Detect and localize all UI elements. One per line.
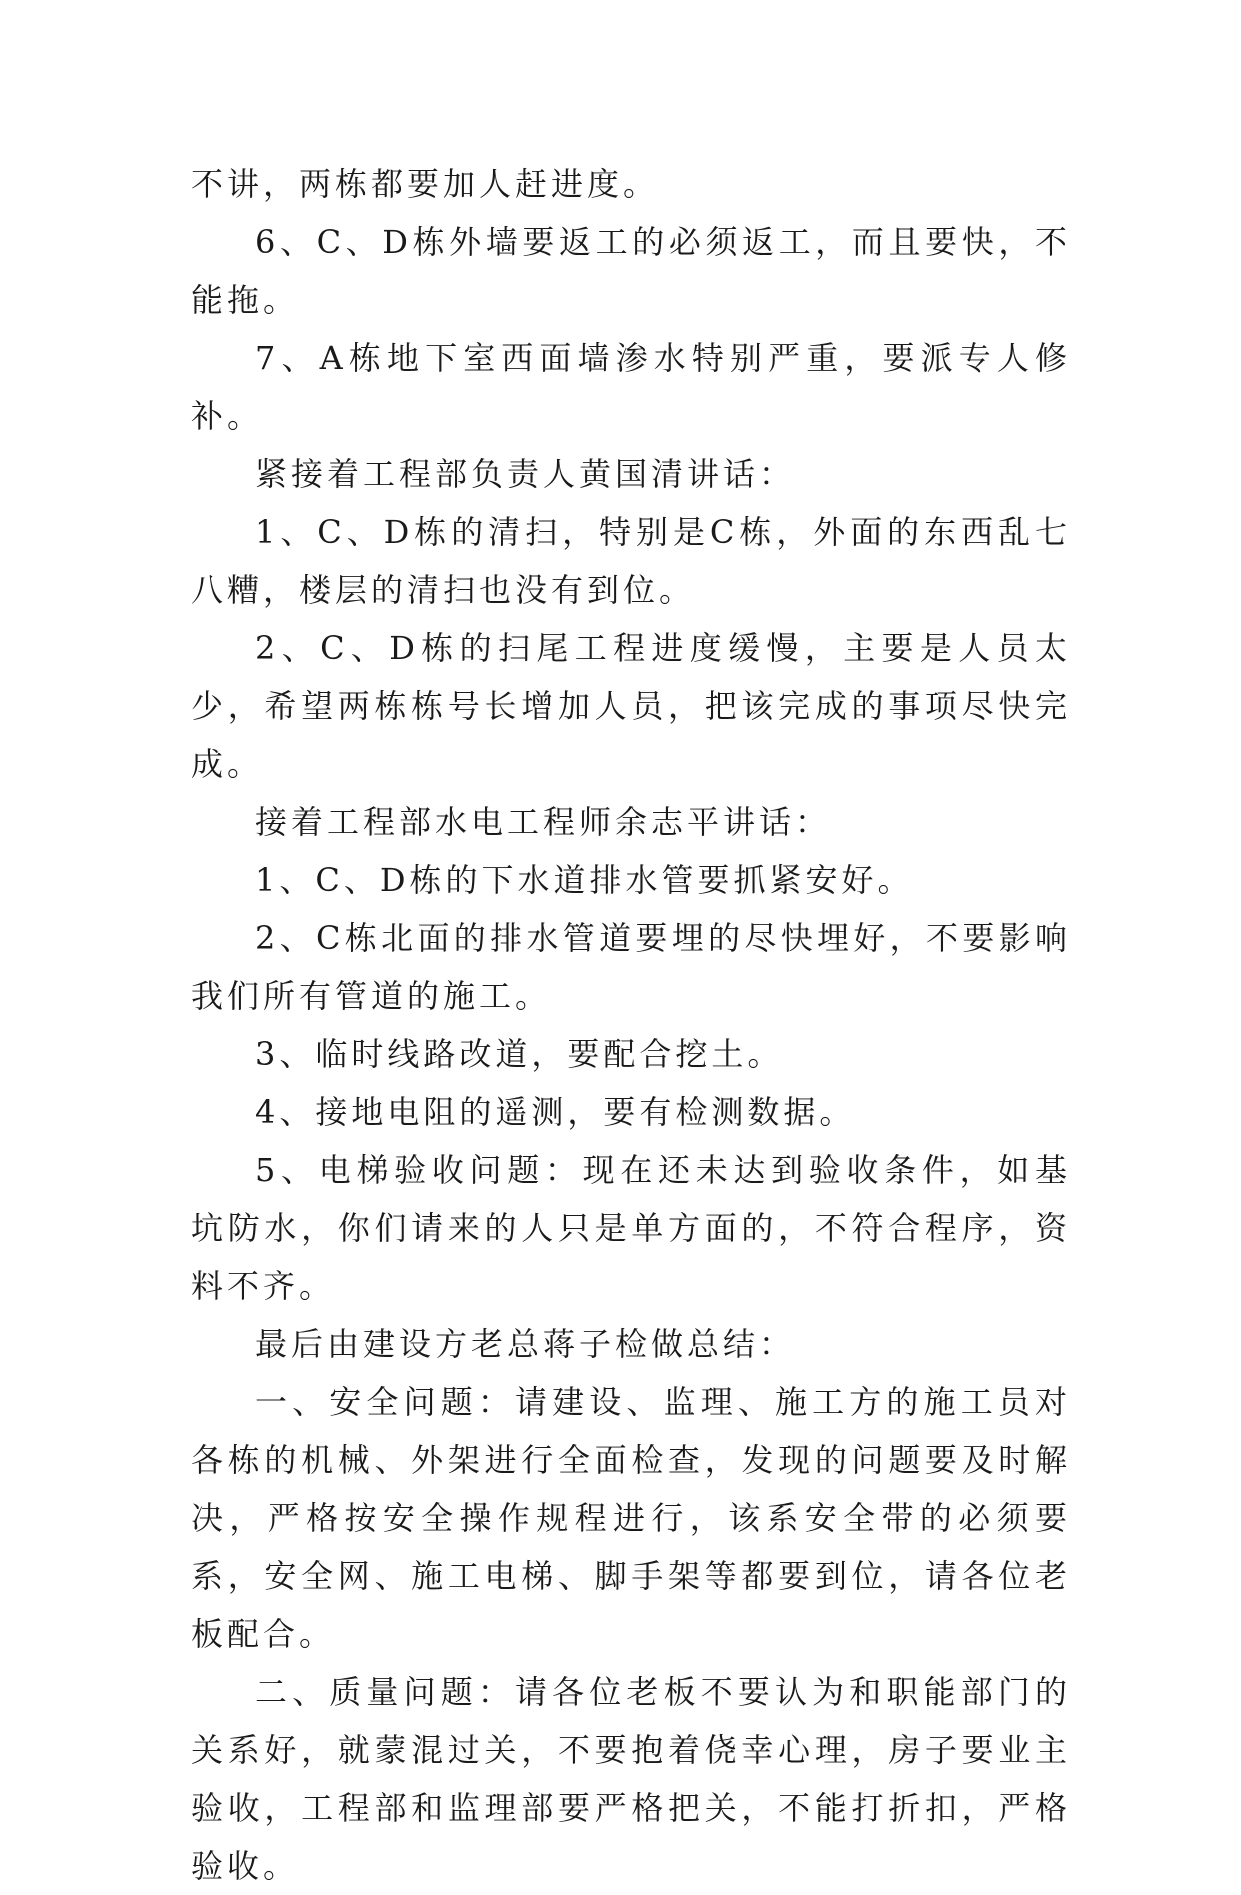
paragraph-north-pipe: 2、C栋北面的排水管道要埋的尽快埋好，不要影响我们所有管道的施工。: [191, 919, 1071, 1015]
paragraph-safety: 一、安全问题：请建设、监理、施工方的施工员对各栋的机械、外架进行全面检查，发现的问题要及时解决，严格按安全操作规程进行，该系安全带的必须要系，安全网、施工电梯、脚手架等都要到位，请各位老板配合。: [191, 1383, 1071, 1653]
paragraph-summary-intro: 最后由建设方老总蒋子检做总结：: [255, 1325, 796, 1363]
paragraph-continuation: 不讲，两栋都要加人赶进度。: [191, 165, 660, 203]
paragraph-item-6: 6、C、D栋外墙要返工的必须返工，而且要快，不能拖。: [191, 223, 1071, 319]
paragraph-speaker-intro: 紧接着工程部负责人黄国清讲话：: [255, 455, 796, 493]
document-body: [191, 155, 1071, 1895]
paragraph-progress: 2、C、D栋的扫尾工程进度缓慢，主要是人员太少，希望两栋栋号长增加人员，把该完成的事项尽快完成。: [191, 629, 1071, 783]
paragraph-quality: 二、质量问题：请各位老板不要认为和职能部门的关系好，就蒙混过关，不要抱着侥幸心理，房子要业主验收，工程部和监理部要严格把关，不能打折扣，严格验收。: [191, 1673, 1071, 1885]
paragraph-drainage-pipe: 1、C、D栋的下水道排水管要抓紧安好。: [255, 861, 914, 899]
paragraph-item-7: 7、A栋地下室西面墙渗水特别严重，要派专人修补。: [191, 339, 1071, 435]
paragraph-grounding: 4、接地电阻的遥测，要有检测数据。: [255, 1093, 856, 1131]
paragraph-engineer-intro: 接着工程部水电工程师余志平讲话：: [255, 803, 832, 841]
paragraph-elevator: 5、电梯验收问题：现在还未达到验收条件，如基坑防水，你们请来的人只是单方面的，不符合程序，资料不齐。: [191, 1151, 1071, 1305]
paragraph-temp-line: 3、临时线路改道，要配合挖土。: [255, 1035, 784, 1073]
paragraph-cleaning: 1、C、D栋的清扫，特别是C栋，外面的东西乱七八糟，楼层的清扫也没有到位。: [191, 513, 1071, 609]
